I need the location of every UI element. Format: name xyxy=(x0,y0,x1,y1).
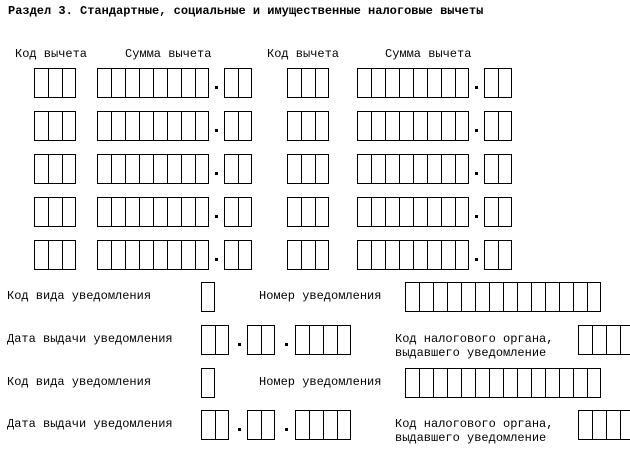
input-cell[interactable] xyxy=(489,368,503,398)
input-cell[interactable] xyxy=(167,68,181,98)
input-cell[interactable] xyxy=(224,197,238,227)
input-cell[interactable] xyxy=(287,111,301,141)
input-cell[interactable] xyxy=(287,240,301,270)
input-cell[interactable] xyxy=(427,197,441,227)
right-deduction-kopeck-field[interactable] xyxy=(484,240,512,270)
left-deduction-code-field[interactable] xyxy=(34,111,76,141)
input-cell[interactable] xyxy=(399,197,413,227)
input-cell[interactable] xyxy=(461,282,475,312)
input-cell[interactable] xyxy=(48,240,62,270)
input-cell[interactable] xyxy=(498,197,512,227)
input-cell[interactable] xyxy=(301,197,315,227)
input-cell[interactable] xyxy=(578,410,592,440)
decimal-point xyxy=(475,258,478,261)
right-deduction-code-field[interactable] xyxy=(287,240,329,270)
input-cell[interactable] xyxy=(498,240,512,270)
right-deduction-code-field[interactable] xyxy=(287,154,329,184)
input-cell[interactable] xyxy=(195,68,209,98)
input-cell[interactable] xyxy=(455,68,469,98)
input-cell[interactable] xyxy=(399,111,413,141)
input-cell[interactable] xyxy=(62,240,76,270)
input-cell[interactable] xyxy=(405,368,419,398)
right-deduction-sum-field[interactable] xyxy=(357,240,469,270)
input-cell[interactable] xyxy=(484,197,498,227)
input-cell[interactable] xyxy=(167,154,181,184)
notification-type-field[interactable] xyxy=(201,368,215,398)
input-cell[interactable] xyxy=(337,325,351,355)
input-cell[interactable] xyxy=(441,68,455,98)
input-cell[interactable] xyxy=(139,154,153,184)
input-cell[interactable] xyxy=(125,68,139,98)
right-deduction-sum-field[interactable] xyxy=(357,111,469,141)
input-cell[interactable] xyxy=(261,410,275,440)
input-cell[interactable] xyxy=(484,154,498,184)
input-cell[interactable] xyxy=(484,68,498,98)
input-cell[interactable] xyxy=(573,282,587,312)
left-deduction-kopeck-field[interactable] xyxy=(224,111,252,141)
input-cell[interactable] xyxy=(309,325,323,355)
input-cell[interactable] xyxy=(48,111,62,141)
input-cell[interactable] xyxy=(337,410,351,440)
input-cell[interactable] xyxy=(427,240,441,270)
input-cell[interactable] xyxy=(48,154,62,184)
decimal-point xyxy=(215,86,218,89)
input-cell[interactable] xyxy=(97,240,111,270)
input-cell[interactable] xyxy=(315,240,329,270)
input-cell[interactable] xyxy=(201,325,215,355)
input-cell[interactable] xyxy=(461,368,475,398)
right-deduction-kopeck-field[interactable] xyxy=(484,154,512,184)
decimal-point xyxy=(215,129,218,132)
input-cell[interactable] xyxy=(592,410,606,440)
input-cell[interactable] xyxy=(287,197,301,227)
input-cell[interactable] xyxy=(181,68,195,98)
input-cell[interactable] xyxy=(427,111,441,141)
right-deduction-kopeck-field[interactable] xyxy=(484,111,512,141)
left-deduction-sum-field[interactable] xyxy=(97,68,209,98)
input-cell[interactable] xyxy=(517,282,531,312)
decimal-point xyxy=(215,215,218,218)
input-cell[interactable] xyxy=(201,282,215,312)
input-cell[interactable] xyxy=(215,410,229,440)
left-deduction-sum-field[interactable] xyxy=(97,111,209,141)
notification-month-field[interactable] xyxy=(247,325,275,355)
input-cell[interactable] xyxy=(385,240,399,270)
input-cell[interactable] xyxy=(97,197,111,227)
input-cell[interactable] xyxy=(301,68,315,98)
input-cell[interactable] xyxy=(224,111,238,141)
input-cell[interactable] xyxy=(475,282,489,312)
section-title: Раздел 3. Стандартные, социальные и имущественные налоговые вычеты xyxy=(8,4,484,18)
date-separator xyxy=(238,428,241,431)
input-cell[interactable] xyxy=(371,240,385,270)
input-cell[interactable] xyxy=(125,111,139,141)
input-cell[interactable] xyxy=(503,282,517,312)
input-cell[interactable] xyxy=(34,111,48,141)
input-cell[interactable] xyxy=(455,240,469,270)
input-cell[interactable] xyxy=(111,111,125,141)
input-cell[interactable] xyxy=(587,368,601,398)
input-cell[interactable] xyxy=(139,111,153,141)
input-cell[interactable] xyxy=(167,197,181,227)
input-cell[interactable] xyxy=(545,368,559,398)
input-cell[interactable] xyxy=(413,240,427,270)
input-cell[interactable] xyxy=(413,68,427,98)
input-cell[interactable] xyxy=(125,154,139,184)
input-cell[interactable] xyxy=(62,197,76,227)
input-cell[interactable] xyxy=(441,197,455,227)
input-cell[interactable] xyxy=(181,240,195,270)
decimal-point xyxy=(475,215,478,218)
input-cell[interactable] xyxy=(181,197,195,227)
notification-year-field[interactable] xyxy=(295,325,351,355)
right-deduction-kopeck-field[interactable] xyxy=(484,68,512,98)
date-separator xyxy=(285,428,288,431)
decimal-point xyxy=(475,129,478,132)
right-deduction-sum-field[interactable] xyxy=(357,154,469,184)
input-cell[interactable] xyxy=(433,282,447,312)
input-cell[interactable] xyxy=(531,368,545,398)
input-cell[interactable] xyxy=(153,240,167,270)
input-cell[interactable] xyxy=(34,240,48,270)
tax-authority-field[interactable] xyxy=(578,410,630,440)
input-cell[interactable] xyxy=(592,325,606,355)
input-cell[interactable] xyxy=(498,68,512,98)
decimal-point xyxy=(475,86,478,89)
input-cell[interactable] xyxy=(238,154,252,184)
input-cell[interactable] xyxy=(559,368,573,398)
input-cell[interactable] xyxy=(475,368,489,398)
left-sum-header: Сумма вычета xyxy=(125,47,212,61)
input-cell[interactable] xyxy=(357,197,371,227)
input-cell[interactable] xyxy=(385,68,399,98)
input-cell[interactable] xyxy=(447,368,461,398)
input-cell[interactable] xyxy=(153,197,167,227)
input-cell[interactable] xyxy=(419,282,433,312)
input-cell[interactable] xyxy=(413,111,427,141)
input-cell[interactable] xyxy=(357,68,371,98)
input-cell[interactable] xyxy=(620,410,630,440)
input-cell[interactable] xyxy=(34,197,48,227)
input-cell[interactable] xyxy=(315,197,329,227)
input-cell[interactable] xyxy=(34,68,48,98)
notification-day-field[interactable] xyxy=(201,325,229,355)
input-cell[interactable] xyxy=(139,197,153,227)
input-cell[interactable] xyxy=(441,154,455,184)
input-cell[interactable] xyxy=(323,410,337,440)
input-cell[interactable] xyxy=(413,197,427,227)
input-cell[interactable] xyxy=(153,111,167,141)
left-code-header: Код вычета xyxy=(15,47,88,61)
input-cell[interactable] xyxy=(301,111,315,141)
input-cell[interactable] xyxy=(531,282,545,312)
right-code-header: Код вычета xyxy=(267,47,340,61)
input-cell[interactable] xyxy=(357,111,371,141)
input-cell[interactable] xyxy=(201,410,215,440)
input-cell[interactable] xyxy=(427,154,441,184)
input-cell[interactable] xyxy=(427,68,441,98)
input-cell[interactable] xyxy=(399,154,413,184)
input-cell[interactable] xyxy=(224,240,238,270)
right-sum-header: Сумма вычета xyxy=(385,47,472,61)
input-cell[interactable] xyxy=(167,111,181,141)
input-cell[interactable] xyxy=(139,240,153,270)
notification-month-field[interactable] xyxy=(247,410,275,440)
left-deduction-code-field[interactable] xyxy=(34,154,76,184)
input-cell[interactable] xyxy=(295,325,309,355)
notification-date-label: Дата выдачи уведомления xyxy=(7,417,173,431)
input-cell[interactable] xyxy=(578,325,592,355)
notification-number-label: Номер уведомления xyxy=(259,375,382,389)
input-cell[interactable] xyxy=(111,68,125,98)
input-cell[interactable] xyxy=(357,240,371,270)
right-deduction-code-field[interactable] xyxy=(287,68,329,98)
input-cell[interactable] xyxy=(247,410,261,440)
notification-day-field[interactable] xyxy=(201,410,229,440)
input-cell[interactable] xyxy=(399,68,413,98)
input-cell[interactable] xyxy=(181,111,195,141)
input-cell[interactable] xyxy=(433,368,447,398)
input-cell[interactable] xyxy=(48,197,62,227)
input-cell[interactable] xyxy=(441,240,455,270)
input-cell[interactable] xyxy=(215,325,229,355)
input-cell[interactable] xyxy=(559,282,573,312)
input-cell[interactable] xyxy=(498,154,512,184)
right-deduction-sum-field[interactable] xyxy=(357,68,469,98)
notification-number-field[interactable] xyxy=(405,368,601,398)
input-cell[interactable] xyxy=(357,154,371,184)
input-cell[interactable] xyxy=(385,111,399,141)
input-cell[interactable] xyxy=(419,368,433,398)
left-deduction-sum-field[interactable] xyxy=(97,197,209,227)
input-cell[interactable] xyxy=(195,240,209,270)
left-deduction-code-field[interactable] xyxy=(34,240,76,270)
input-cell[interactable] xyxy=(287,154,301,184)
input-cell[interactable] xyxy=(111,240,125,270)
left-deduction-code-field[interactable] xyxy=(34,68,76,98)
input-cell[interactable] xyxy=(385,154,399,184)
input-cell[interactable] xyxy=(238,111,252,141)
input-cell[interactable] xyxy=(97,68,111,98)
input-cell[interactable] xyxy=(455,154,469,184)
left-deduction-kopeck-field[interactable] xyxy=(224,197,252,227)
left-deduction-kopeck-field[interactable] xyxy=(224,240,252,270)
input-cell[interactable] xyxy=(441,111,455,141)
input-cell[interactable] xyxy=(195,111,209,141)
input-cell[interactable] xyxy=(153,154,167,184)
input-cell[interactable] xyxy=(309,410,323,440)
right-deduction-sum-field[interactable] xyxy=(357,197,469,227)
input-cell[interactable] xyxy=(125,240,139,270)
decimal-point xyxy=(215,172,218,175)
input-cell[interactable] xyxy=(301,154,315,184)
notification-type-label: Код вида уведомления xyxy=(7,289,152,303)
decimal-point xyxy=(475,172,478,175)
input-cell[interactable] xyxy=(484,111,498,141)
tax-authority-field[interactable] xyxy=(578,325,630,355)
input-cell[interactable] xyxy=(224,154,238,184)
input-cell[interactable] xyxy=(48,68,62,98)
notification-year-field[interactable] xyxy=(295,410,351,440)
input-cell[interactable] xyxy=(545,282,559,312)
left-deduction-code-field[interactable] xyxy=(34,197,76,227)
input-cell[interactable] xyxy=(97,111,111,141)
input-cell[interactable] xyxy=(167,240,181,270)
input-cell[interactable] xyxy=(484,240,498,270)
input-cell[interactable] xyxy=(34,154,48,184)
input-cell[interactable] xyxy=(606,410,620,440)
left-deduction-sum-field[interactable] xyxy=(97,154,209,184)
input-cell[interactable] xyxy=(261,325,275,355)
decimal-point xyxy=(215,258,218,261)
left-deduction-kopeck-field[interactable] xyxy=(224,68,252,98)
input-cell[interactable] xyxy=(111,197,125,227)
input-cell[interactable] xyxy=(503,368,517,398)
input-cell[interactable] xyxy=(405,282,419,312)
input-cell[interactable] xyxy=(195,197,209,227)
input-cell[interactable] xyxy=(238,68,252,98)
input-cell[interactable] xyxy=(153,68,167,98)
input-cell[interactable] xyxy=(498,111,512,141)
input-cell[interactable] xyxy=(489,282,503,312)
input-cell[interactable] xyxy=(413,154,427,184)
notification-date-label: Дата выдачи уведомления xyxy=(7,332,173,346)
date-separator xyxy=(238,343,241,346)
input-cell[interactable] xyxy=(606,325,620,355)
input-cell[interactable] xyxy=(301,240,315,270)
notification-number-field[interactable] xyxy=(405,282,601,312)
input-cell[interactable] xyxy=(201,368,215,398)
input-cell[interactable] xyxy=(247,325,261,355)
input-cell[interactable] xyxy=(97,154,111,184)
input-cell[interactable] xyxy=(315,154,329,184)
input-cell[interactable] xyxy=(323,325,337,355)
notification-number-label: Номер уведомления xyxy=(259,289,382,303)
input-cell[interactable] xyxy=(455,111,469,141)
left-deduction-kopeck-field[interactable] xyxy=(224,154,252,184)
input-cell[interactable] xyxy=(371,68,385,98)
input-cell[interactable] xyxy=(62,111,76,141)
notification-type-field[interactable] xyxy=(201,282,215,312)
input-cell[interactable] xyxy=(315,68,329,98)
date-separator xyxy=(285,343,288,346)
input-cell[interactable] xyxy=(371,197,385,227)
input-cell[interactable] xyxy=(139,68,153,98)
input-cell[interactable] xyxy=(62,68,76,98)
input-cell[interactable] xyxy=(517,368,531,398)
input-cell[interactable] xyxy=(371,154,385,184)
input-cell[interactable] xyxy=(238,197,252,227)
input-cell[interactable] xyxy=(447,282,461,312)
input-cell[interactable] xyxy=(385,197,399,227)
input-cell[interactable] xyxy=(295,410,309,440)
input-cell[interactable] xyxy=(195,154,209,184)
input-cell[interactable] xyxy=(62,154,76,184)
input-cell[interactable] xyxy=(224,68,238,98)
right-deduction-code-field[interactable] xyxy=(287,111,329,141)
input-cell[interactable] xyxy=(371,111,385,141)
input-cell[interactable] xyxy=(455,197,469,227)
input-cell[interactable] xyxy=(399,240,413,270)
input-cell[interactable] xyxy=(287,68,301,98)
input-cell[interactable] xyxy=(111,154,125,184)
input-cell[interactable] xyxy=(181,154,195,184)
input-cell[interactable] xyxy=(587,282,601,312)
right-deduction-kopeck-field[interactable] xyxy=(484,197,512,227)
tax-authority-label: Код налогового органа, выдавшего уведомление xyxy=(395,332,554,360)
tax-authority-label: Код налогового органа, выдавшего уведомление xyxy=(395,417,554,445)
notification-type-label: Код вида уведомления xyxy=(7,375,152,389)
right-deduction-code-field[interactable] xyxy=(287,197,329,227)
input-cell[interactable] xyxy=(620,325,630,355)
input-cell[interactable] xyxy=(125,197,139,227)
input-cell[interactable] xyxy=(315,111,329,141)
input-cell[interactable] xyxy=(573,368,587,398)
left-deduction-sum-field[interactable] xyxy=(97,240,209,270)
input-cell[interactable] xyxy=(238,240,252,270)
